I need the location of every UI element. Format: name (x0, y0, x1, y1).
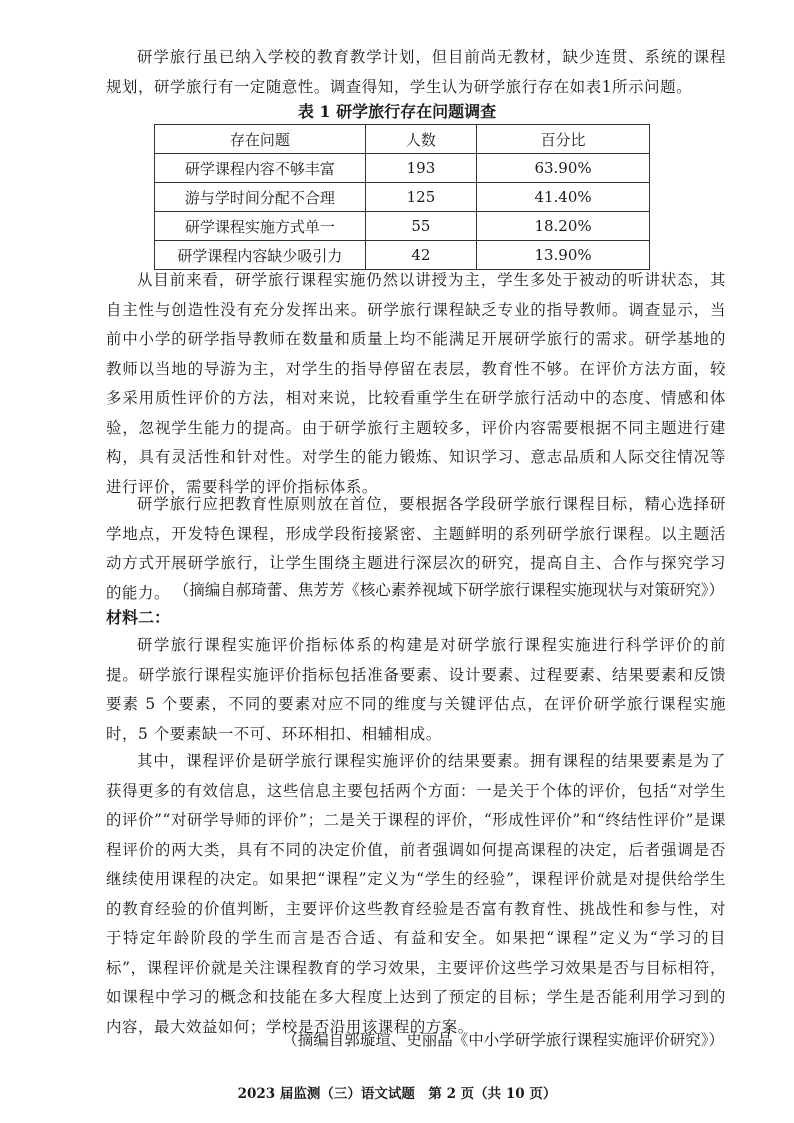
paragraph-intro: 研学旅行虽已纳入学校的教育教学计划，但目前尚无教材，缺少连贯、系统的课程规划，研学旅行有一定随意性。调查得知，学生认为研学旅行存在如表1所示问题。 (106, 48, 726, 96)
paragraph-evaluation-system: 研学旅行课程实施评价指标体系的构建是对研学旅行课程实施进行科学评价的前提。研学旅行课程实施评价指标包括准备要素、设计要素、过程要素、结果要素和反馈要素 5 个要素，不同的要素对应不同的维度与关键评估点，在评价研学旅行课程实施时，5 个要素缺一不可、环环相扣、相辅相成。 (106, 636, 726, 743)
table-row (155, 212, 650, 241)
source-citation-1: （摘编自郝琦蕾、焦芳芳《核心素养视域下研学旅行课程实施现状与对策研究》） (173, 581, 724, 599)
cell-percent: 18.20% (477, 212, 650, 241)
cell-percent: 41.40% (477, 183, 650, 212)
cell-problem: 研学课程实施方式单一 (155, 212, 366, 241)
cell-count: 42 (365, 241, 476, 270)
table-row (155, 154, 650, 183)
paragraph-course-evaluation: 其中，课程评价是研学旅行课程实施评价的结果要素。拥有课程的结果要素是为了获得更多的有效信息，这些信息主要包括两个方面：一是关于个体的评价，包括“对学生的评价”“对研学导师的评价”；二是关于课程的评价，“形成性评价”和“终结性评价”是课程评价的两大类，具有不同的决定价值，前者强调如何提高课程的决定，后者强调是否继续使用课程的决定。如果把“课程”定义为“学生的经验”，课程评价就是对提供给学生的教育经验的价值判断，主要评价这些教育经验是否富有教育性、挑战性和参与性，对于特定年龄阶段的学生而言是否合适、有益和安全。如果把“课程”定义为“学习的目标”，课程评价就是关注课程教育的学习效果，主要评价这些学习效果是否与目标相符，如课程中学习的概念和技能在多大程度上达到了预定的目标；学生是否能利用学习到的内容，最大效益如何；学校是否沿用该课程的方案。 (106, 752, 726, 1036)
page-footer: 2023 届监测（三）语文试题 第 2 页（共 10 页） (237, 1086, 557, 1102)
cell-count: 55 (365, 212, 476, 241)
cell-count: 125 (365, 183, 476, 212)
material-two-heading: 材料二： (106, 608, 171, 627)
column-header-percent: 百分比 (477, 125, 650, 154)
survey-table (154, 124, 650, 270)
paragraph-recommendation: 研学旅行应把教育性原则放在首位，要根据各学段研学旅行课程目标，精心选择研学地点，开发特色课程，形成学段衔接紧密、主题鲜明的系列研学旅行课程。以主题活动方式开展研学旅行，让学生围绕主题进行深层次的研究，提高自主、合作与探究学习的能力。 (106, 495, 726, 602)
paragraph-current-status: 从目前来看，研学旅行课程实施仍然以讲授为主，学生多处于被动的听讲状态，其自主性与创造性没有充分发挥出来。研学旅行课程缺乏专业的指导教师。调查显示，当前中小学的研学指导教师在数量和质量上均不能满足开展研学旅行的需求。研学基地的教师以当地的导游为主，对学生的指导停留在表层，教育性不够。在评价方法方面，较多采用质性评价的方法，相对来说，比较看重学生在研学旅行活动中的态度、情感和体验，忽视学生能力的提高。由于研学旅行主题较多，评价内容需要根据不同主题进行建构，具有灵活性和针对性。对学生的能力锻炼、知识学习、意志品质和人际交往情况等进行评价，需要科学的评价指标体系。 (106, 271, 726, 496)
cell-percent: 13.90% (477, 241, 650, 270)
source-citation-2: （摘编自郭璇瑄、史丽晶《中小学研学旅行课程实施评价研究》） (282, 1031, 724, 1049)
table-header-row (155, 125, 650, 154)
cell-problem: 研学课程内容缺少吸引力 (155, 241, 366, 270)
cell-percent: 63.90% (477, 154, 650, 183)
column-header-count: 人数 (365, 125, 476, 154)
cell-problem: 研学课程内容不够丰富 (155, 154, 366, 183)
cell-count: 193 (365, 154, 476, 183)
table-row (155, 183, 650, 212)
cell-problem: 游与学时间分配不合理 (155, 183, 366, 212)
table-caption: 表 1 研学旅行存在问题调查 (297, 102, 497, 121)
column-header-problem: 存在问题 (155, 125, 366, 154)
